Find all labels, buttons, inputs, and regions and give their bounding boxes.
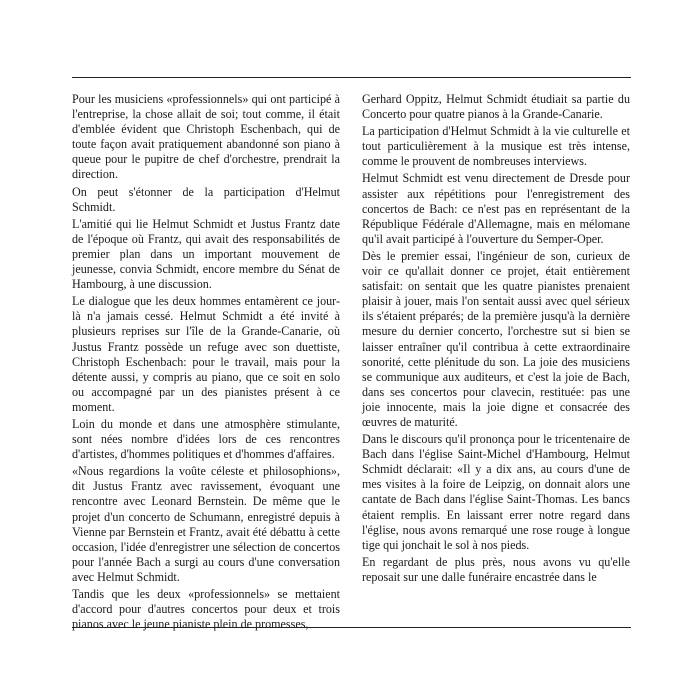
- paragraph: Le dialogue que les deux hommes entamèrent ce jour-là n'a jamais cessé. Helmut Schmidt a été invité à plusieurs reprises sur l'île de la Grande-Canarie, où Justus Frantz possède un refuge avec son duettiste, Christoph Eschenbach: pour le travail, mais pour la détente aussi, y compris au piano, que ce soit en solo ou accompagné par un des pianistes présent à ce moment.: [72, 294, 340, 414]
- left-text-column: [72, 92, 340, 634]
- paragraph: Dès le premier essai, l'ingénieur de son, curieux de voir ce qu'allait donner ce projet, était entièrement satisfait: on sentait que les quatre pianistes prenaient plaisir à jouer, mais l'on sentait aussi avec quel sérieux ils s'étaient préparés; de la première jusqu'à la dernière mesure du dernier concerto, l'orchestre sut si bien se laisser entraîner qu'il contribua à cette extraordinaire sonorité, cette plénitude du son. La joie des musiciens se communique aux auditeurs, et c'est la joie de Bach, dans ses concertos pour clavecin, restituée: pas une joie innocente, mais la joie digne et consacrée des œuvres de maturité.: [362, 248, 630, 429]
- paragraph: L'amitié qui lie Helmut Schmidt et Justus Frantz date de l'époque où Frantz, qui avait des responsabilités de premier plan dans un important mouvement de jeunesse, convia Schmidt, encore membre du Sénat de Hambourg, à une discussion.: [72, 216, 340, 292]
- top-rule: [72, 77, 631, 78]
- paragraph: Dans le discours qu'il prononça pour le tricentenaire de Bach dans l'église Saint-Michel d'Hambourg, Helmut Schmidt déclarait: «Il y a dix ans, au cours d'une de mes visites à la foire de Leipzig, on donnait alors une cantate de Bach dans l'église Saint-Thomas. Les bancs étaient remplis. En laissant errer notre regard dans l'église, nous avons remarqué une rose rouge à longue tige qui jonchait le sol à nos pieds.: [362, 432, 630, 552]
- paragraph: Gerhard Oppitz, Helmut Schmidt étudiait sa partie du Concerto pour quatre pianos à la Grande-Canarie.: [362, 92, 630, 122]
- paragraph: En regardant de plus près, nous avons vu qu'elle reposait sur une dalle funéraire encastrée dans le: [362, 554, 630, 584]
- right-text-column: [362, 92, 630, 587]
- paragraph: Pour les musiciens «professionnels» qui ont participé à l'entreprise, la chose allait de soi; tout comme, il était d'emblée évident que Christoph Eschenbach, qui de toute façon avait pratiquement abandonné son piano à queue pour le pupitre de chef d'orchestre, prendrait la direction.: [72, 92, 340, 182]
- paragraph: Loin du monde et dans une atmosphère stimulante, sont nées nombre d'idées lors de ces rencontres d'artistes, d'hommes politiques et d'hommes d'affaires.: [72, 416, 340, 462]
- paragraph: On peut s'étonner de la participation d'Helmut Schmidt.: [72, 184, 340, 214]
- paragraph: Helmut Schmidt est venu directement de Dresde pour assister aux répétitions pour l'enregistrement des concertos de Bach: ce n'est pas en représentant de la République Fédérale d'Allemagne, mais en mélomane qu'il avait participé à l'ouverture du Semper-Oper.: [362, 171, 630, 246]
- paragraph: «Nous regardions la voûte céleste et philosophions», dit Justus Frantz avec ravissement, évoquant une rencontre avec Leonard Bernstein. De même que le projet d'un concerto de Schumann, enregistré depuis à Vienne par Bernstein et Frantz, avait été débattu à cette occasion, l'idée d'enregistrer une sélection de concertos pour l'année Bach a surgi au cours d'une conversation avec Helmut Schmidt.: [72, 464, 340, 584]
- paragraph: La participation d'Helmut Schmidt à la vie culturelle et tout particulièrement à la musique est très intense, comme le prouvent de nombreuses interviews.: [362, 124, 630, 169]
- bottom-rule: [72, 627, 631, 628]
- paragraph: Tandis que les deux «professionnels» se mettaient d'accord pour d'autres concertos pour deux et trois pianos avec le jeune pianiste plein de promesses,: [72, 587, 340, 632]
